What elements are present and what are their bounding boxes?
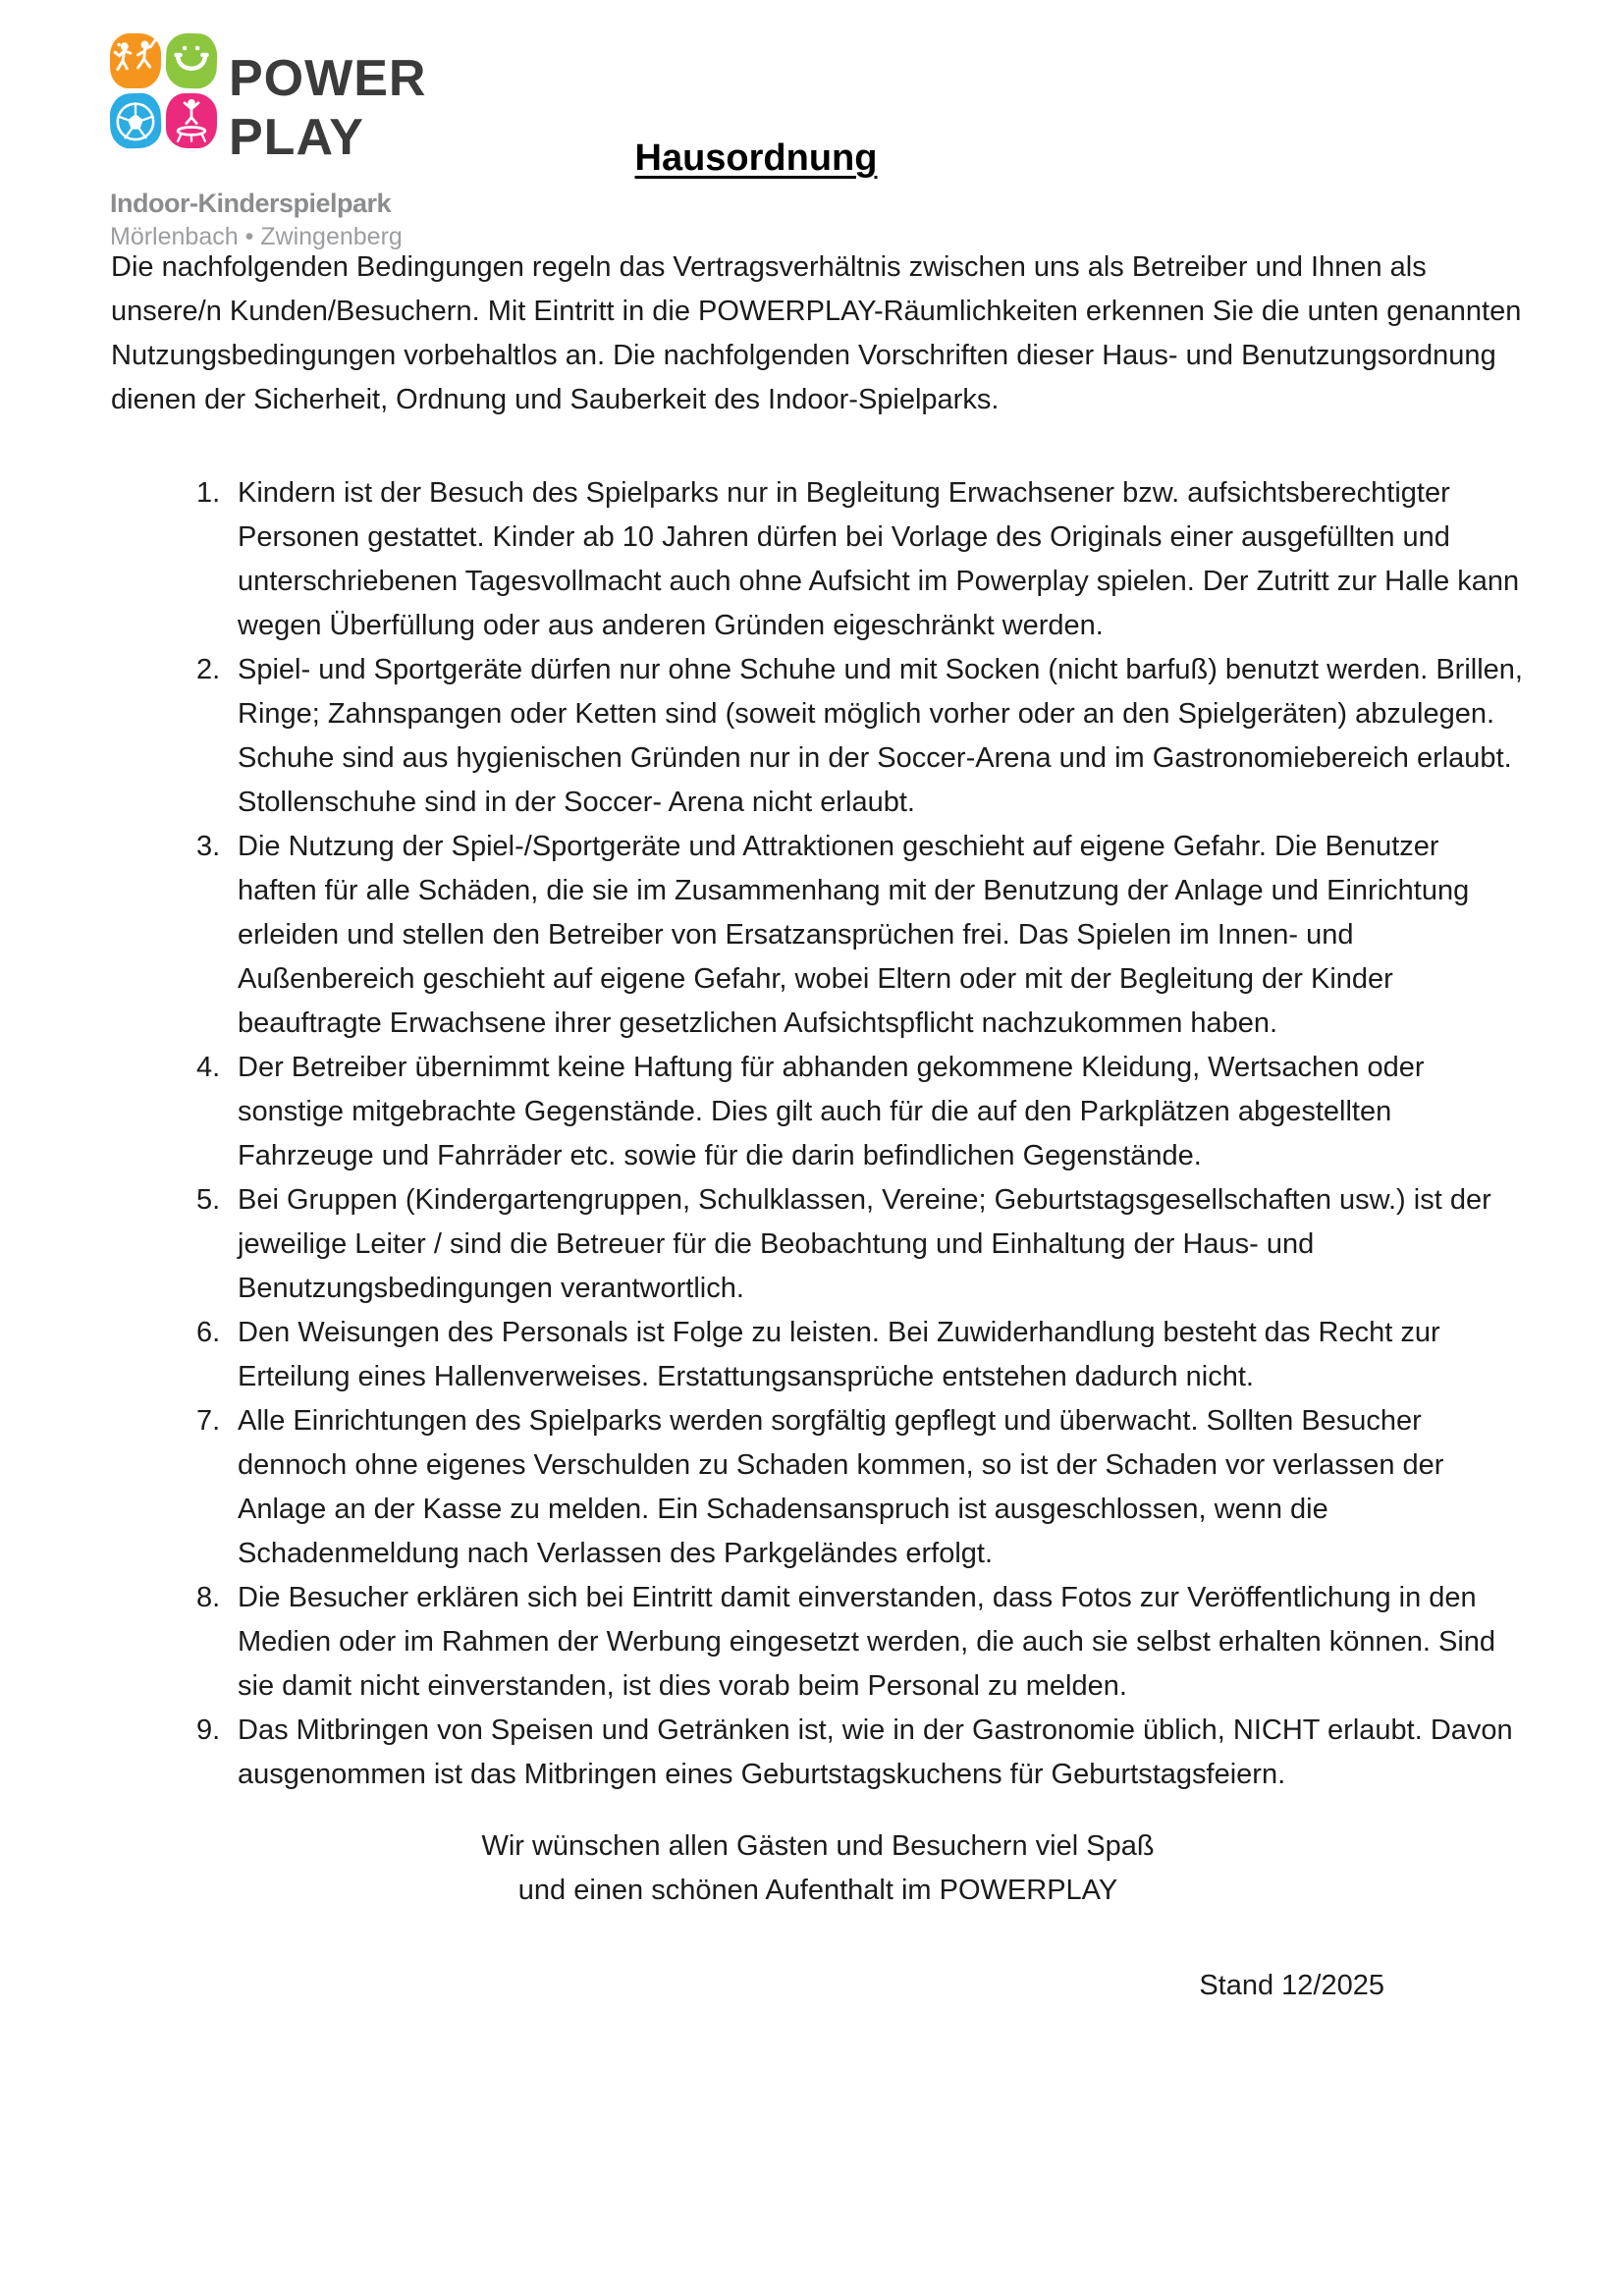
page-title: Hausordnung: [634, 137, 878, 179]
rule-item-3: Die Nutzung der Spiel-/Sportgeräte und Attraktionen geschieht auf eigene Gefahr. Die Benutzer haften für alle Schäden, die sie im Zusammenhang mit der Benutzung der Anlage und Einrichtung erleiden und stellen den Betreiber von Ersatzansprüchen frei. Das Spielen im Innen- und Außenbereich geschieht auf eigene Gefahr, wobei Eltern oder mit der Begleitung der Kinder beauftragte Erwachsene ihrer gesetzlichen Aufsichtspflicht nachzukommen haben.: [238, 831, 1470, 1039]
rule-item-4: Der Betreiber übernimmt keine Haftung für abhanden gekommene Kleidung, Wertsachen oder sonstige mitgebrachte Gegenstände. Dies gilt auch für die auf den Parkplätzen abgestellten Fahrzeuge und Fahrräder etc. sowie für die darin befindlichen Gegenstände.: [238, 1052, 1425, 1171]
intro-paragraph: Die nachfolgenden Bedingungen regeln das Vertragsverhältnis zwischen uns als Betreiber und Ihnen als unsere/n Kunden/Besuchern. Mit Eintritt in die POWERPLAY-Räumlichkeiten erkennen Sie die unten genannten Nutzungsbedingungen vorbehaltlos an. Die nachfolgenden Vorschriften dieser Haus- und Benutzungsordnung dienen der Sicherheit, Ordnung und Sauberkeit des Indoor-Spielparks.: [111, 251, 1522, 415]
closing-line-2: und einen schönen Aufenthalt im POWERPLAY: [517, 1875, 1118, 1906]
rules-list: [111, 471, 1525, 1797]
document-body: [111, 0, 1525, 2008]
rule-item-8: Die Besucher erklären sich bei Eintritt damit einverstanden, dass Fotos zur Veröffentlichung in den Medien oder im Rahmen der Werbung eingesetzt werden, die auch sie selbst erhalten können. Sind sie damit nicht einverstanden, ist dies vorab beim Personal zu melden.: [238, 1582, 1496, 1702]
rule-item-7: Alle Einrichtungen des Spielparks werden sorgfältig gepflegt und überwacht. Sollten Besucher dennoch ohne eigenes Verschulden zu Schaden kommen, so ist der Schaden vor verlassen der Anlage an der Kasse zu melden. Ein Schadensanspruch ist ausgeschlossen, wenn die Schadenmeldung nach Verlassen des Parkgeländes erfolgt.: [238, 1405, 1444, 1569]
version-stamp: Stand 12/2025: [1199, 1970, 1384, 2001]
rule-item-5: Bei Gruppen (Kindergartengruppen, Schulklassen, Vereine; Geburtstagsgesellschaften usw.) ist der jeweilige Leiter / sind die Betreuer für die Beobachtung und Einhaltung der Haus- und Benutzungsbedingungen verantwortlich.: [238, 1184, 1491, 1304]
rule-item-9: Das Mitbringen von Speisen und Getränken ist, wie in der Gastronomie üblich, NICHT erlaubt. Davon ausgenommen ist das Mitbringen eines Geburtstagskuchens für Geburtstagsfeiern.: [238, 1714, 1513, 1790]
logo-locations: Mörlenbach • Zwingenberg: [110, 223, 403, 250]
closing-message: [111, 1824, 1525, 1913]
rule-item-1: Kindern ist der Besuch des Spielparks nur in Begleitung Erwachsener bzw. aufsichtsberechtigter Personen gestattet. Kinder ab 10 Jahren dürfen bei Vorlage des Originals einer ausgefüllten und unterschriebenen Tagesvollmacht auch ohne Aufsicht im Powerplay spielen. Der Zutritt zur Halle kann wegen Überfüllung oder aus anderen Gründen eigeschränkt werden.: [238, 477, 1520, 641]
logo-subtitle: Indoor-Kinderspielpark: [110, 189, 392, 218]
closing-line-1: Wir wünschen allen Gästen und Besuchern viel Spaß: [481, 1830, 1155, 1862]
rule-item-2: Spiel- und Sportgeräte dürfen nur ohne Schuhe und mit Socken (nicht barfuß) benutzt werden. Brillen, Ringe; Zahnspangen oder Ketten sind (soweit möglich vorher oder an den Spielgeräten) abzulegen. Schuhe sind aus hygienischen Gründen nur in der Soccer-Arena und im Gastronomiebereich erlaubt. Stollenschuhe sind in der Soccer- Arena nicht erlaubt.: [238, 654, 1523, 818]
logo-wordmark-play: PLAY: [229, 109, 364, 166]
rule-item-6: Den Weisungen des Personals ist Folge zu leisten. Bei Zuwiderhandlung besteht das Recht zur Erteilung eines Hallenverweises. Erstattungsansprüche entstehen dadurch nicht.: [238, 1317, 1440, 1392]
logo-wordmark-power: POWER: [229, 50, 427, 107]
